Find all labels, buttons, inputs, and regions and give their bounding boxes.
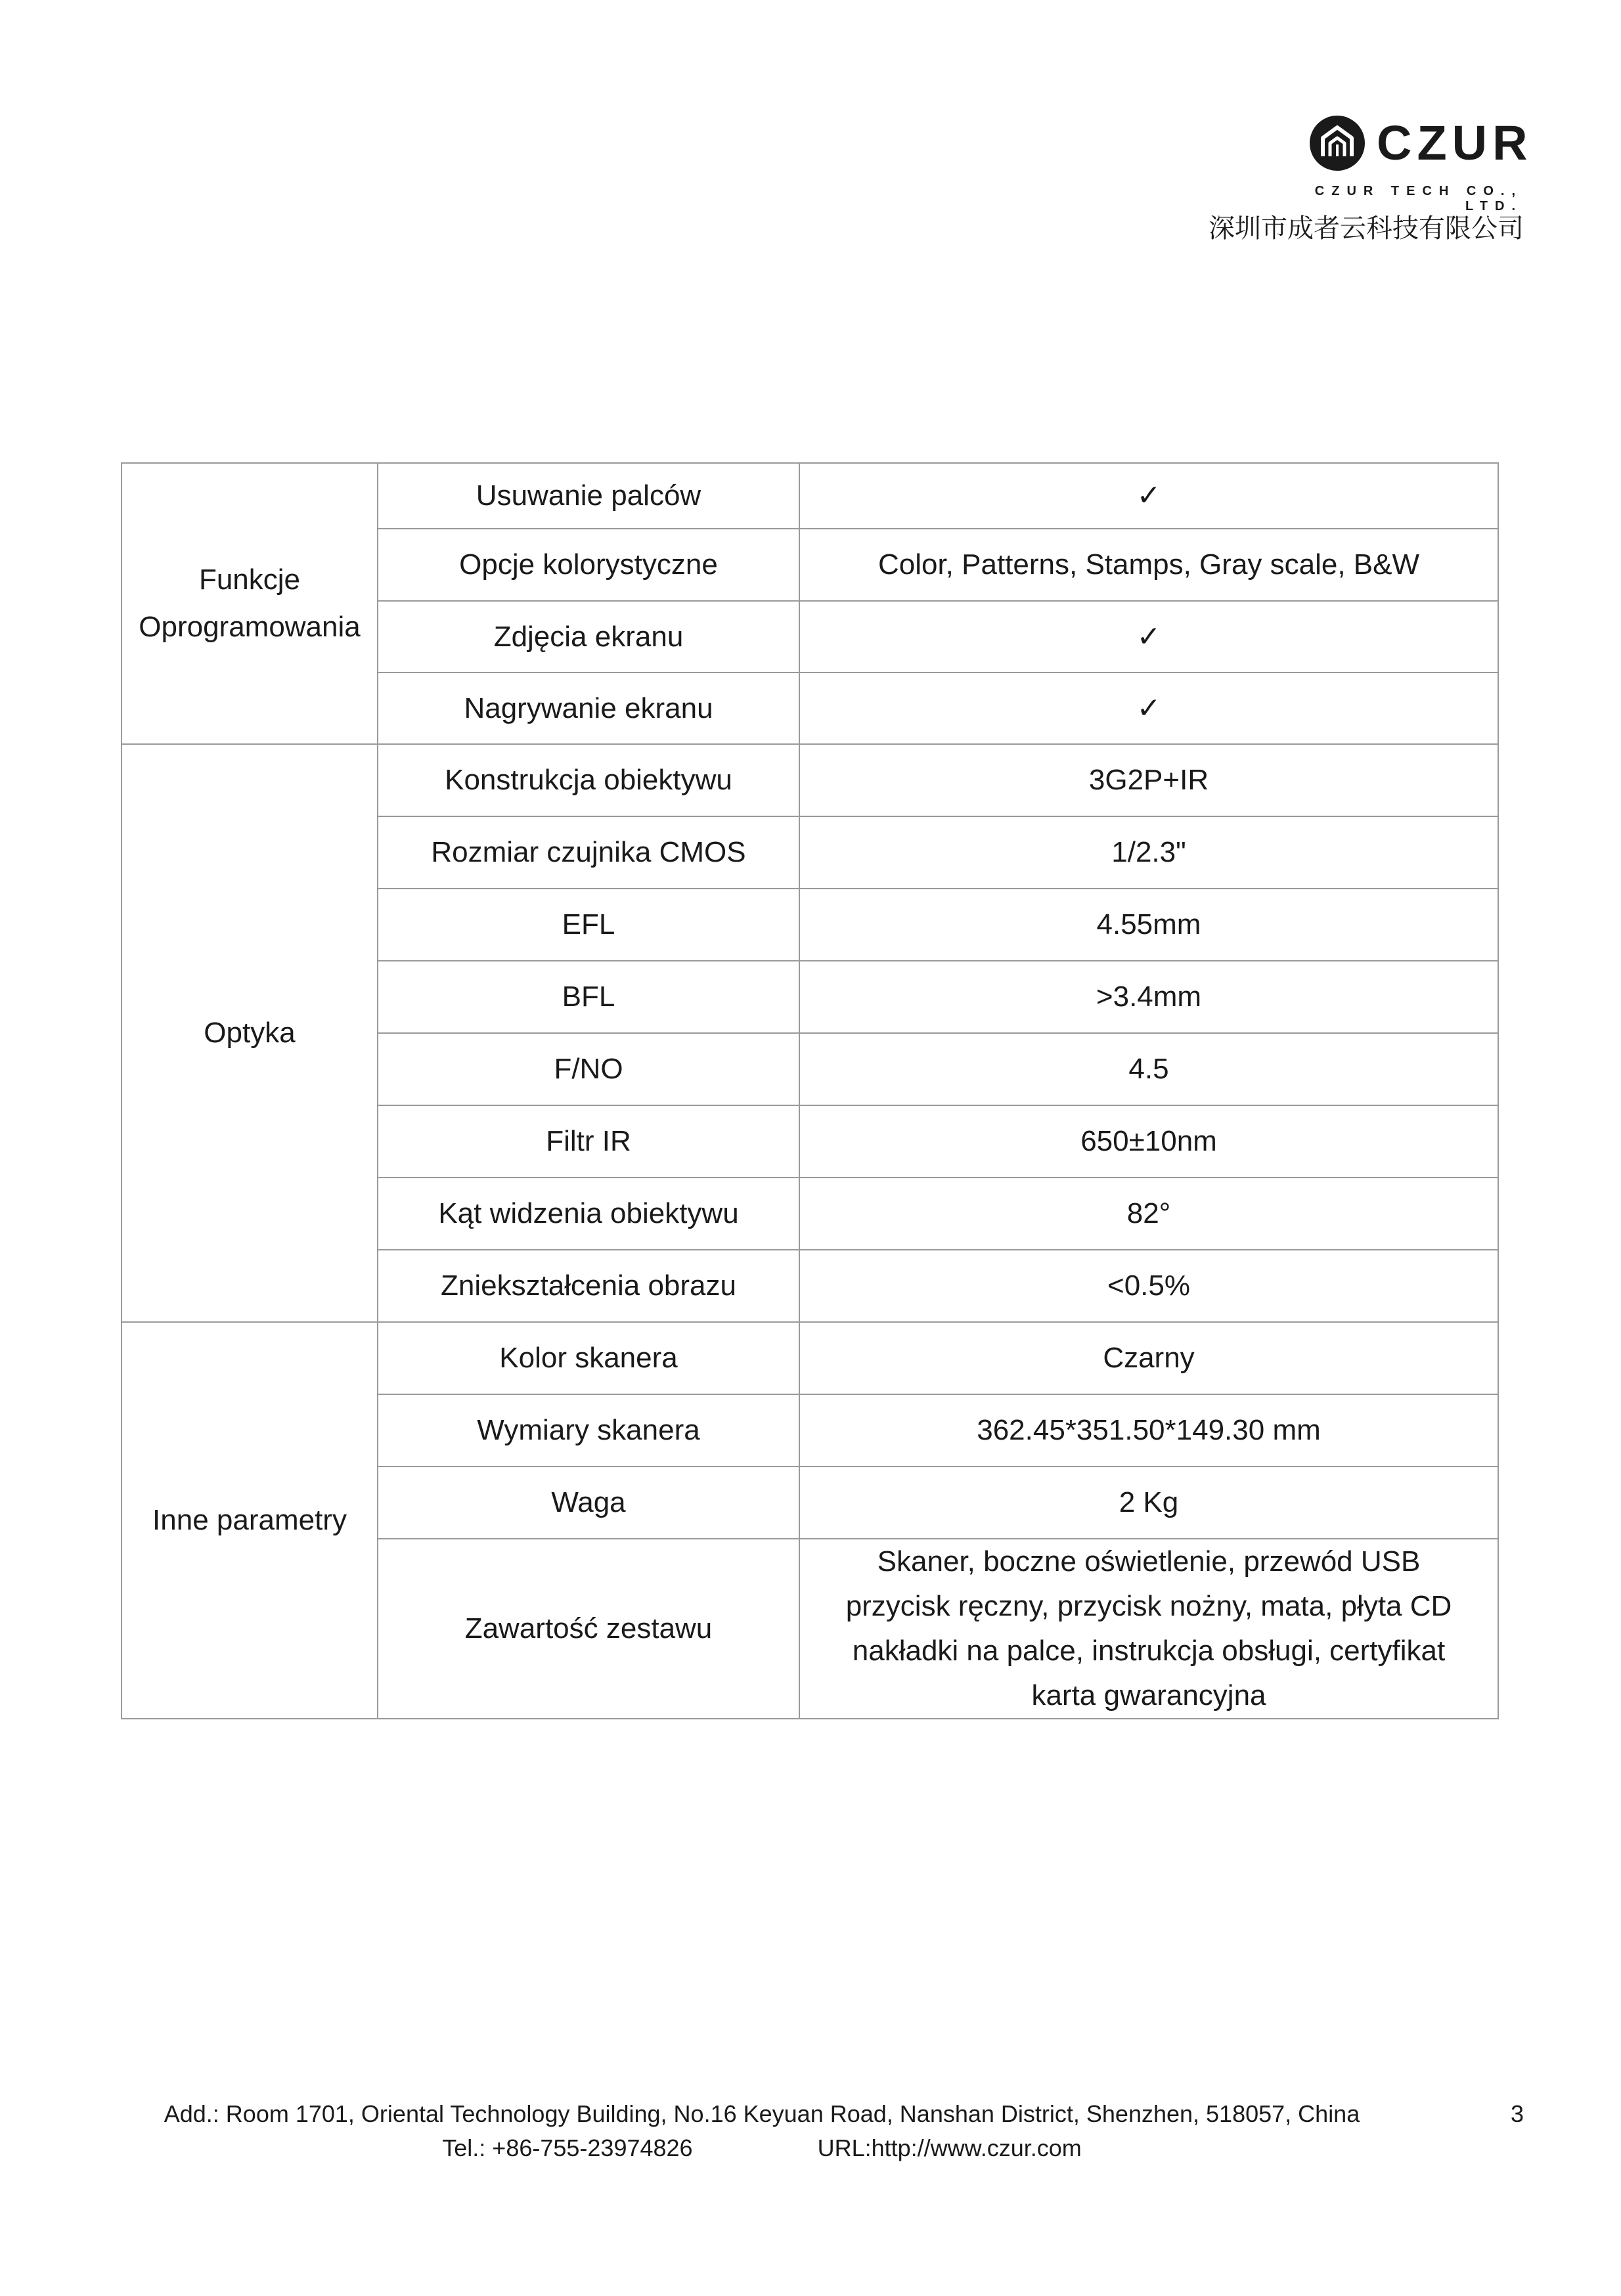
checkmark-icon: ✓ <box>799 601 1498 673</box>
row-value: 4.5 <box>799 1033 1498 1105</box>
checkmark-icon: ✓ <box>799 673 1498 744</box>
table-row <box>122 744 1498 816</box>
footer-url[interactable]: URL:http://www.czur.com <box>817 2134 1082 2161</box>
logo-wordmark: CZUR <box>1377 116 1533 170</box>
row-name: Filtr IR <box>378 1105 799 1178</box>
table-row <box>122 1322 1498 1394</box>
row-name: Kolor skanera <box>378 1322 799 1394</box>
row-name: Zdjęcia ekranu <box>378 601 799 673</box>
row-name: Wymiary skanera <box>378 1394 799 1467</box>
row-name: Rozmiar czujnika CMOS <box>378 816 799 889</box>
group-label-optics: Optyka <box>122 744 378 1322</box>
row-name: EFL <box>378 889 799 961</box>
footer-contact <box>99 2134 1425 2162</box>
checkmark-icon: ✓ <box>799 463 1498 529</box>
row-name: F/NO <box>378 1033 799 1105</box>
row-value: 4.55mm <box>799 889 1498 961</box>
group-label-other: Inne parametry <box>122 1322 378 1719</box>
page-number: 3 <box>1511 2100 1524 2127</box>
spec-table <box>121 462 1499 1719</box>
row-name: Konstrukcja obiektywu <box>378 744 799 816</box>
row-name: Zawartość zestawu <box>378 1539 799 1719</box>
row-value: 2 Kg <box>799 1467 1498 1539</box>
table-row <box>122 463 1498 529</box>
company-name-cn: 深圳市成者云科技有限公司 <box>1209 214 1524 243</box>
row-value: 650±10nm <box>799 1105 1498 1178</box>
row-name: BFL <box>378 961 799 1033</box>
logo-subtitle: CZUR TECH CO., LTD. <box>1314 184 1522 213</box>
row-value: Color, Patterns, Stamps, Gray scale, B&W <box>799 529 1498 601</box>
row-name: Usuwanie palców <box>378 463 799 529</box>
row-value: Czarny <box>799 1322 1498 1394</box>
row-value-multiline: Skaner, boczne oświetlenie, przewód USB przycisk ręczny, przycisk nożny, mata, płyta CD nakładki na palce, instrukcja obsługi, certyfikat karta gwarancyjna <box>799 1539 1498 1719</box>
group-label-software: Funkcje Oprogramowania <box>122 463 378 744</box>
row-name: Opcje kolorystyczne <box>378 529 799 601</box>
row-name: Zniekształcenia obrazu <box>378 1250 799 1322</box>
row-value: 362.45*351.50*149.30 mm <box>799 1394 1498 1467</box>
row-name: Waga <box>378 1467 799 1539</box>
row-value: 82° <box>799 1178 1498 1250</box>
row-name: Nagrywanie ekranu <box>378 673 799 744</box>
row-value: <0.5% <box>799 1250 1498 1322</box>
row-value: 1/2.3" <box>799 816 1498 889</box>
footer-phone: Tel.: +86-755-23974826 <box>442 2134 693 2161</box>
czur-logo-icon <box>1310 116 1365 171</box>
row-value: 3G2P+IR <box>799 744 1498 816</box>
footer-address: Add.: Room 1701, Oriental Technology Building, No.16 Keyuan Road, Nanshan District, Shenzhen, 518057, China <box>164 2100 1360 2127</box>
row-value: >3.4mm <box>799 961 1498 1033</box>
row-name: Kąt widzenia obiektywu <box>378 1178 799 1250</box>
